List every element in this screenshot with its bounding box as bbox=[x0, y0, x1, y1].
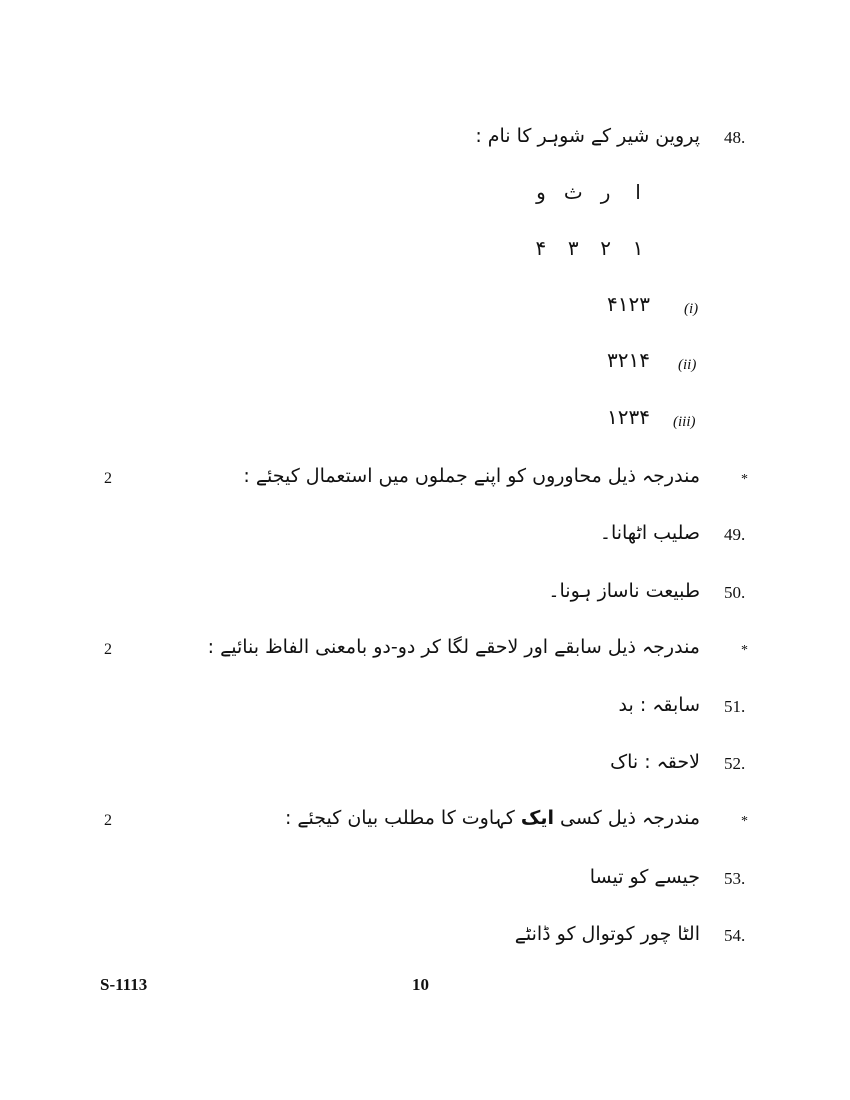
letter-item: ا bbox=[635, 180, 641, 204]
section-instruction-1: مندرجہ ذیل محاوروں کو اپنے جملوں میں استعمال کیجئے : bbox=[243, 465, 700, 487]
section-star-1: * bbox=[741, 472, 748, 487]
question-text-51: سابقہ : بد bbox=[618, 694, 700, 716]
question-number-48: 48. bbox=[724, 128, 746, 147]
question-text-52: لاحقہ : ناک bbox=[610, 751, 700, 773]
question-number-49: 49. bbox=[724, 525, 746, 544]
option-value-i: ۴۱۲۳ bbox=[607, 292, 650, 316]
option-value-iii: ۱۲۳۴ bbox=[607, 405, 650, 429]
section-marks-3: 2 bbox=[104, 812, 112, 829]
page-number: 10 bbox=[412, 975, 429, 994]
section-instruction-2: مندرجہ ذیل سابقے اور لاحقے لگا کر دو-دو بامعنی الفاظ بنائیے : bbox=[207, 636, 700, 658]
number-item: ۴ bbox=[535, 236, 547, 260]
match-numbers-row bbox=[529, 236, 650, 260]
section-instruction-3-part1: مندرجہ ذیل کسی bbox=[553, 807, 700, 829]
number-item: ۳ bbox=[567, 236, 579, 260]
section-instruction-3 bbox=[285, 806, 700, 830]
match-letters-row bbox=[529, 180, 650, 204]
paper-code: S-1113 bbox=[100, 975, 148, 994]
section-instruction-3-part2: کہاوت کا مطلب بیان کیجئے : bbox=[284, 807, 521, 829]
question-number-54: 54. bbox=[724, 926, 746, 945]
option-value-ii: ۳۲۱۴ bbox=[607, 348, 650, 372]
question-text-50: طبیعت ناساز ہونا۔ bbox=[548, 580, 700, 602]
option-label-ii: (ii) bbox=[678, 357, 697, 373]
question-text-49: صلیب اٹھانا۔ bbox=[599, 522, 700, 544]
option-label-i: (i) bbox=[684, 301, 699, 317]
question-text-54: الٹا چور کوتوال کو ڈانٹے bbox=[514, 923, 700, 945]
question-number-52: 52. bbox=[724, 754, 746, 773]
section-marks-2: 2 bbox=[104, 641, 112, 658]
section-instruction-3-emphasis: ایک bbox=[520, 807, 554, 829]
section-star-3: * bbox=[741, 814, 748, 829]
section-star-2: * bbox=[741, 643, 748, 658]
option-label-iii: (iii) bbox=[673, 414, 696, 430]
question-text-53: جیسے کو تیسا bbox=[589, 866, 700, 888]
question-number-51: 51. bbox=[724, 697, 746, 716]
letter-item: ث bbox=[563, 180, 583, 204]
number-item: ۲ bbox=[600, 236, 612, 260]
question-number-53: 53. bbox=[724, 869, 746, 888]
letter-item: و bbox=[536, 180, 546, 204]
question-number-50: 50. bbox=[724, 583, 746, 602]
letter-item: ر bbox=[600, 180, 611, 204]
question-text-48: پروین شیر کے شوہر کا نام : bbox=[475, 125, 700, 147]
number-item: ۱ bbox=[632, 236, 644, 260]
section-marks-1: 2 bbox=[104, 470, 112, 487]
